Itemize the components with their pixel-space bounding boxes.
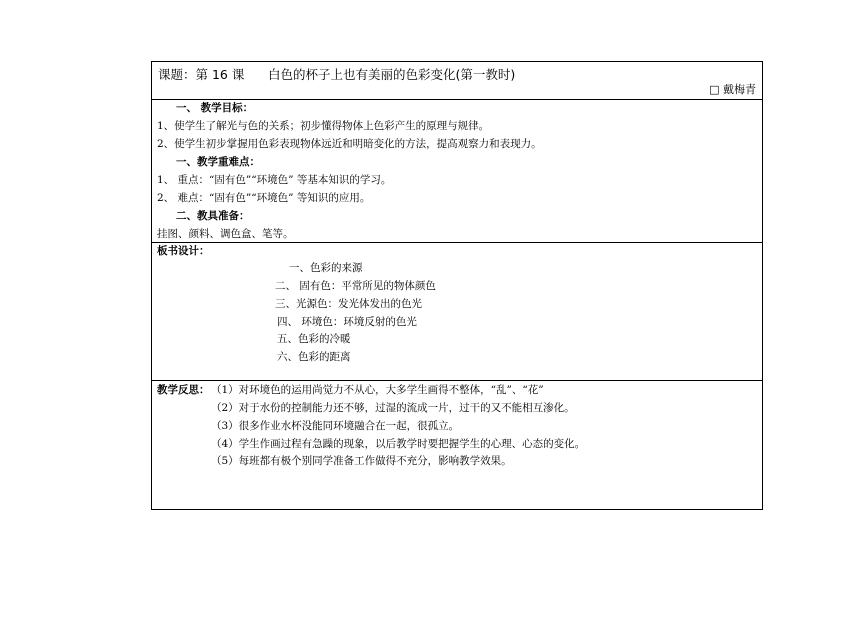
lesson-plan-table: [151, 61, 763, 510]
title-row: [152, 62, 762, 100]
reflection-item: （1）对环境色的运用尚觉力不从心，大多学生画得不整体，“乱”、“花”: [211, 384, 544, 396]
key-point: 1、 重点：“固有色”“环境色” 等基本知识的学习。: [157, 174, 392, 186]
board-item: 四、 环境色：环境反射的色光: [277, 316, 417, 328]
reflection-label: 教学反思：: [157, 384, 210, 396]
reflection-item: （3）很多作业水杯没能同环境融合在一起，很孤立。: [211, 420, 460, 432]
objectives-row: [152, 100, 762, 243]
objectives-heading: 一、 教学目标：: [176, 102, 254, 114]
materials-list: 挂图、颜料、调色盒、笔等。: [157, 228, 294, 240]
board-item: 六、色彩的距离: [277, 351, 351, 363]
board-item: 五、色彩的冷暖: [277, 333, 351, 345]
materials-heading: 二、教具准备：: [176, 210, 250, 222]
key-difficulty-heading: 一、教学重难点：: [176, 156, 260, 168]
objective-item-1: 1、使学生了解光与色的关系；初步懂得物体上色彩产生的原理与规律。: [157, 120, 490, 132]
board-design-row: [152, 243, 762, 381]
board-item: 三、光源色：发光体发出的色光: [275, 298, 422, 310]
lesson-number: 课题：第 16 课: [158, 67, 245, 82]
objective-item-2: 2、使学生初步掌握用色彩表现物体远近和明暗变化的方法，提高观察力和表现力。: [157, 138, 542, 150]
reflection-row: [152, 381, 762, 509]
board-item: 二、 固有色：平常所见的物体颜色: [275, 280, 436, 292]
author-name: □ 戴梅青: [709, 83, 756, 96]
board-item: 一、色彩的来源: [289, 262, 363, 274]
reflection-item: （2）对于水份的控制能力还不够，过湿的流成一片，过干的又不能相互渗化。: [211, 402, 575, 414]
difficulty-point: 2、 难点：“固有色”“环境色” 等知识的应用。: [157, 192, 371, 204]
reflection-item: （4）学生作画过程有急躁的现象，以后教学时要把握学生的心理、心态的变化。: [211, 438, 586, 450]
lesson-title: 白色的杯子上也有美丽的色彩变化(第一教时): [268, 67, 516, 82]
reflection-item: （5）每班都有极个别同学准备工作做得不充分，影响教学效果。: [211, 455, 512, 467]
board-design-label: 板书设计：: [157, 245, 210, 257]
